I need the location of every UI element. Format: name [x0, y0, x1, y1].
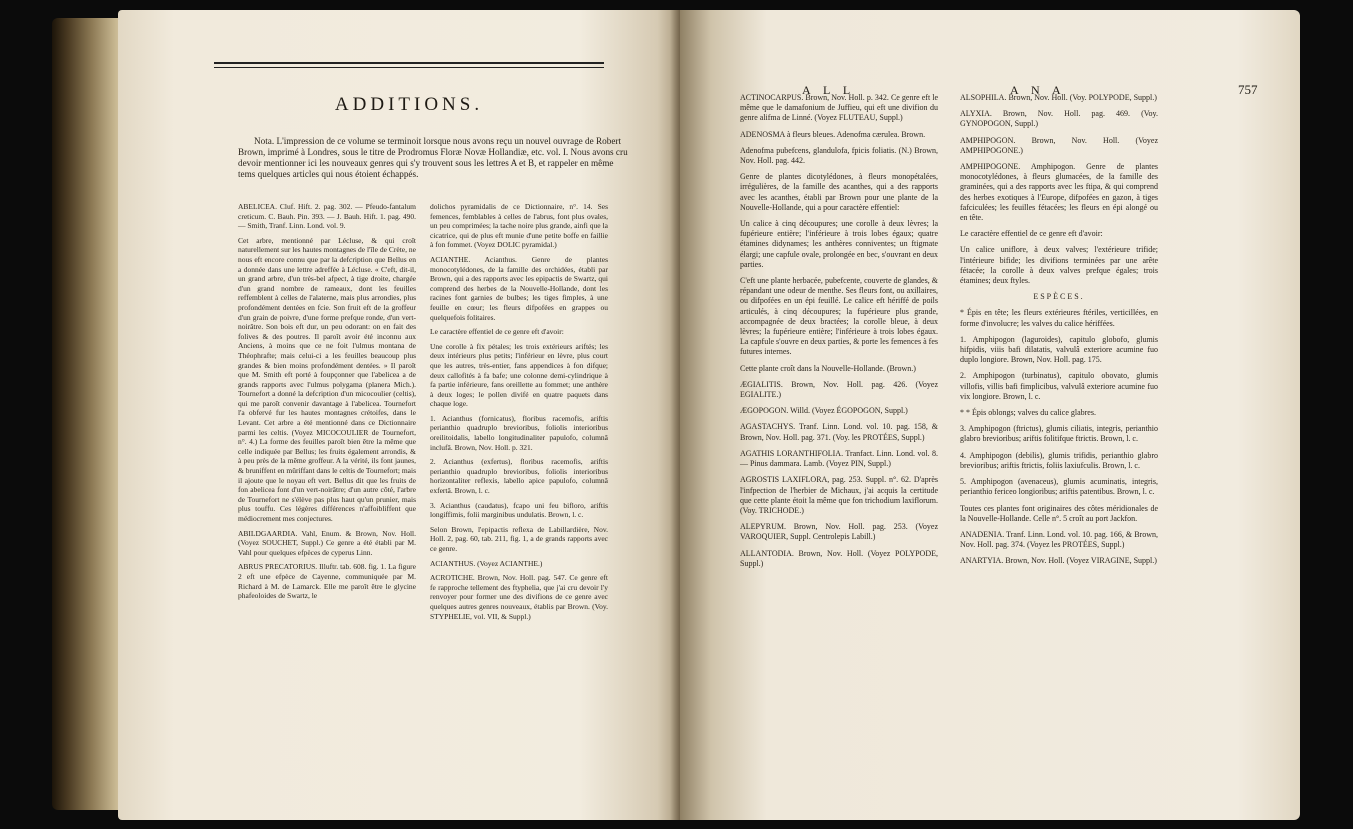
entry-alepyrum: ALEPYRUM. Brown, Nov. Holl. pag. 253. (Voyez VAROQUIER, Suppl. Centrolepis Labill.) [740, 522, 938, 542]
species-1: 1. Acianthus (fornicatus), floribus racemofis, ariftis perianthio quadruplo brevioribus, foliolis interioribus oreilitoidalis, labello longitudinaliter papulofo, columnâ inclufâ. Brown, Nov. Holl. p. 321. [430, 413, 608, 452]
amphipogon-species-4: 4. Amphipogon (debilis), glumis trifidis, perianthio glabro brevioribus; ariftis ftrictis, foliis laxiufculis. Brown, l. c. [960, 450, 1158, 470]
amphipogon-species-2: 2. Amphipogon (turbinatus), capitulo obovato, glumis villofis, villis bafi fimplicibus, valvulâ exteriore acumine fuo vix longiore. Brown, l. c. [960, 371, 1158, 401]
left-page-column-1 [238, 202, 416, 606]
entry-actinocarpus: ACTINOCARPUS. Brown, Nov. Holl. p. 342. Ce genre eft le même que le damafonium de Juffieu, qui eft une divifion du genre alifma de Linné. (Voyez FLUTEAU, Suppl.) [740, 93, 938, 123]
species-2: 2. Acianthus (exfertus), floribus racemofis, ariftis perianthio quadruplo brevioribus, foliolis interioribus horizontaliter reflexis, labello apice papulofo, columnâ exfertâ. Brown, l. c. [430, 457, 608, 496]
entry-amphipogone-char: Un calice uniflore, à deux valves; l'extérieure trifide; l'intérieure bifide; les divifions terminées par une arête fétacée; la corolle à deux valves prefque égales; trois étamines; deux ftyles. [960, 245, 1158, 286]
amphipogon-species-1: 1. Amphipogon (laguroides), capitulo globofo, glumis hifpidis, viiis bafi dilatatis, valvulâ exteriore acumine fuo duplo longiore. Brown, Nov. Holl. pag. 175. [960, 334, 1158, 365]
entry-adenosma-desc: C'eft une plante herbacée, pubefcente, couverte de glandes, & répandant une odeur de menthe. Ses fleurs font, ou axillaires, ou difpofées en un épi feuillé. Le calice eft hériffé de poils articulés, à cinq découpures; la fupérieure plus grande, accompagnée de deux bractées; la corolle bleue, à deux lèvres; la fupérieure entière; l'inférieure à trois lobes égaux. La capfule s'ouvre en deux parties, & porte les femences à fes futures internes. [740, 276, 938, 357]
entry-abelicea-body: Cet arbre, mentionné par Lécluse, & qui croît naturellement sur les hautes montagnes de l'île de Crète, ne nous eft encore connu que par la defcription que Bellus en a donnée dans une lettre adreffée à Lécluse. « C'eft, dit-il, un grand arbre, d'un très-bel afpect, à tige droite, chargée d'un grand nombre de rameaux, dont les feuilles reffemblent à celles de l'alaterne, mais plus arrondies, plus profondément dentées en fcie. Son fruit eft de la groffeur d'un grain de poivre, d'une forme prefque ronde, d'un vert-noirâtre. Son bois eft dur, un peu odorant: on en fait des folives & des poutres. Il paroît avoir été inconnu aux Anciens, à moins que ce ne foit l'ulmus montana de Théophrafte; mais celui-ci a les feuilles beaucoup plus grandes & bien moins profondément dentées. » Il paroît que M. Smith eft porté à foupçonner que l'abelicea a de grands rapports avec l'ulmus polygama (planera Mich.). Tournefort a donné la defcription d'un micocoulier (celtis), qui me paroît convenir davantage à l'abelicea. Tournefort l'a obfervé fur les hautes montagnes crétoifes, dans le Levant. Cet arbre a été mentionné dans ce Dictionnaire parmi les celtis. (Voyez MICOCOULIER de Tournefort, n°. 4.) La forme des feuilles paroît bien être la même que celle indiquée par Bellus; les fruits également arrondis, & à peu près de la même groffeur. A la vérité, ils font jaunes, & bruniffent en mûriffant dans le celtis de Tournefort; mais il ajoute que le noyau eft vert. Bellus dit que les fruits de fon abelicea font d'un vert-noirâtre; d'un autre côté, l'arbre de Tournefort ne s'élève pas plus haut qu'un prunier, mais plus touffu. Ces légères différences n'affoibliffent que médiocrement mes conjectures. [238, 235, 416, 523]
entry-amphipogon: AMPHIPOGON. Brown, Nov. Holl. (Voyez AMPHIPOGONE.) [960, 135, 1158, 155]
group-1-heading: * Épis en tête; les fleurs extérieures ftériles, verticillées, en forme d'involucre; les valves du calice hériffées. [960, 308, 1158, 328]
entry-agrostis: AGROSTIS LAXIFLORA, pag. 253. Suppl. n°. 62. D'après l'infpection de l'herbier de Michaux, j'ai acquis la certitude que cette plante étoit la même que fon trichodium laxiflorum. (Voy. TRICHODE.) [740, 475, 938, 515]
header-rule-thick [214, 62, 604, 64]
entry-aegopogon: ÆGOPOGON. Willd. (Voyez ÉGOPOGON, Suppl.) [740, 406, 908, 416]
page-title: ADDITIONS. [334, 94, 484, 115]
section-especes: ESPÈCES. [1033, 292, 1085, 302]
left-page [118, 10, 680, 820]
entry-aegialitis: ÆGIALITIS. Brown, Nov. Holl. pag. 426. (Voyez EGIALITE.) [740, 379, 938, 400]
running-head-mid: A N A [1010, 83, 1066, 97]
entry-abrus: ABRUS PRECATORIUS. Illuftr. tab. 608. fig. 1. La figure 2 eft une efpèce de Cayenne, communiquée par M. Richard à M. de Lamarck. Elle me paroît être le glycine phafeoloides de Swartz, le [238, 562, 416, 601]
entry-adenosma-diag: Adenofma pubefcens, glandulofa, fpicis foliatis. (N.) Brown, Nov. Holl. pag. 442. [740, 145, 938, 166]
entry-agathis: AGATHIS LORANTHIFOLIA. Tranfact. Linn. Lond. vol. 8. — Pinus dammara. Lamb. (Voyez PIN, Suppl.) [740, 448, 938, 469]
left-page-column-2 [430, 202, 608, 626]
entry-abelicea-ref: ABELICEA. Cluf. Hift. 2. pag. 302. — Pfeudo-fantalum creticum. C. Bauh. Pin. 393. — J. Bauh. Hift. 1. pag. 490. — Smith, Tranf. Linn. Lond. vol. 9. [238, 202, 416, 231]
amphipogon-species-5: 5. Amphipogon (avenaceus), glumis acuminatis, integris, perianthio fericeo longioribus; ariftis patentibus. Brown, l. c. [960, 477, 1158, 497]
entry-acianthe-char: Une corolle à fix pétales; les trois extérieurs ariftés; les deux intérieurs plus petits; l'inférieur en lèvre, plus court que les autres, très-entier, fans appendices à fon difque; deux callofités à fa bafe; une colonne demi-cylindrique à fa partie inférieure, fans oreillette au fommet; une anthère à deux loges; le pollen divifé en quatre paquets dans chaque loge. [430, 341, 608, 409]
entry-acianthus: ACIANTHUS. (Voyez ACIANTHE.) [430, 558, 543, 568]
right-page [680, 10, 1300, 820]
entry-adenosma-genre: Genre de plantes dicotylédones, à fleurs monopétalées, irrégulières, de la famille des acanthes, qui a des rapports avec les acanthes, établi par Brown pour une plante de la Nouvelle-Hollande, qui a pour caractère effentiel: [740, 172, 938, 212]
group-2-heading: * * Épis oblongs; valves du calice glabres. [960, 408, 1096, 418]
entry-dolichos: dolichos pyramidalis de ce Dictionnaire, n°. 14. Ses femences, femblables à celles de l'abrus, font plus ovales, un peu comprimées; la tache noire plus grande, ainfi que la cicatrice, qui de plus eft munie d'une petite boffe en faillie à fon fommet. (Voyez DOLIC pyramidal.) [430, 202, 608, 250]
page-number: 757 [1238, 82, 1258, 97]
entry-epipactis: Selon Brown, l'epipactis reflexa de Labillardière, Nov. Holl. 2, pag. 60, tab. 211, fig. 1, a de grands rapports avec ce genre. [430, 524, 608, 553]
entry-agastachys: AGASTACHYS. Tranf. Linn. Lond. vol. 10. pag. 158, & Brown, Nov. Holl. pag. 371. (Voy. les PROTÉES, Suppl.) [740, 422, 938, 442]
entry-alyxia: ALYXIA. Brown, Nov. Holl. pag. 469. (Voy. GYNOPOGON, Suppl.) [960, 109, 1158, 129]
entry-amphipogone: AMPHIPOGONE. Amphipogon. Genre de plantes monocotylédones, à fleurs glumacées, de la famille des graminées, qui a des rapports avec les ftipa, & qui comprend des herbes exotiques à l'Europe, difpofées en gazon, à tiges fafciculées; les feuilles fétacées; les fleurs en épi alongé ou en tête. [960, 162, 1158, 223]
running-head-left: A L L [802, 83, 856, 97]
entry-abildgaardia: ABILDGAARDIA. Vahl, Enum. & Brown, Nov. Holl. (Voyez SOUCHET, Suppl.) Ce genre a été établi par M. Vahl pour quelques efpèces de cyperus Linn. [238, 528, 416, 557]
entry-adenosma-habitat: Cette plante croît dans la Nouvelle-Hollande. (Brown.) [740, 363, 916, 373]
amphipogon-species-3: 3. Amphipogon (ftrictus), glumis ciliatis, integris, perianthio glabro brevioribus; ariftis folitifque ftrictis. Brown, l. c. [960, 424, 1158, 444]
entry-anadenia: ANADENIA. Tranf. Linn. Lond. vol. 10. pag. 166, & Brown, Nov. Holl. pag. 374. (Voyez les PROTÉES, Suppl.) [960, 529, 1158, 550]
right-page-column-2 [960, 93, 1158, 573]
entry-anartyia: ANARTYIA. Brown, Nov. Holl. (Voyez VIRAGINE, Suppl.) [960, 556, 1157, 566]
entry-alsophila: ALSOPHILA. Brown, Nov. Holl. (Voy. POLYPODE, Suppl.) [960, 93, 1157, 102]
entry-acianthe: ACIANTHE. Acianthus. Genre de plantes monocotylédones, de la famille des orchidées, établi par Brown, qui a des rapports avec les epipactis de Swartz, qui comprend des herbes de la Nouvelle-Hollande, dont les racines font garnies de bulbes; les tiges fimples, à une feuille en cœur; les fleurs difpofées en grappes ou quelquefois folitaires. [430, 254, 608, 322]
entry-amphipogone-char-intro: Le caractère effentiel de ce genre eft d'avoir: [960, 229, 1103, 239]
right-page-column-1 [740, 93, 938, 575]
entry-adenosma: ADENOSMA à fleurs bleues. Adenofma cærulea. Brown. [740, 129, 926, 139]
species-3: 3. Acianthus (caudatus), fcapo uni feu bifloro, ariftis longiffimis, folii marginibus undulatis. Brown, l. c. [430, 500, 608, 520]
intro-note: Nota. L'impression de ce volume se terminoit lorsque nous avons reçu un nouvel ouvrage de Robert Brown, imprimé à Londres, sous le titre de Prodromus Floræ Novæ Hollandiæ, etc. vol. I. Nous avons cru devoir mentionner ici les nouveaux genres qui s'y trouvent sous les lettres A et B, et rappeler en même tems quelques articles qui nous étoient échappés. [238, 136, 628, 179]
entry-acrotiche: ACROTICHE. Brown, Nov. Holl. pag. 547. Ce genre eft fe rapproche tellement des ftyphelia, que j'ai cru devoir l'y renvoyer pour former une des divifions de ce genre avec quelques autres genres nouveaux, établis par Brown. (Voy. STYPHELIE, vol. VII, & Suppl.) [430, 573, 608, 621]
entry-acianthe-char-intro: Le caractère effentiel de ce genre eft d'avoir: [430, 327, 564, 337]
entry-allantodia: ALLANTODIA. Brown, Nov. Holl. (Voyez POLYPODE, Suppl.) [740, 548, 938, 568]
entry-amphipogone-habitat: Toutes ces plantes font originaires des côtes méridionales de la Nouvelle-Hollande. Celle n°. 5 croît au port Jackfon. [960, 503, 1158, 523]
entry-adenosma-char: Un calice à cinq découpures; une corolle à deux lèvres; la fupérieure entière; l'inférieure à trois lobes égaux; quatre étamines didynames; les anthères conniventes; un ftigmate élargi; une capfule ovale, prolongée en bec, s'ouvrant en deux parties. [740, 219, 938, 269]
header-rule-thin [214, 67, 604, 68]
